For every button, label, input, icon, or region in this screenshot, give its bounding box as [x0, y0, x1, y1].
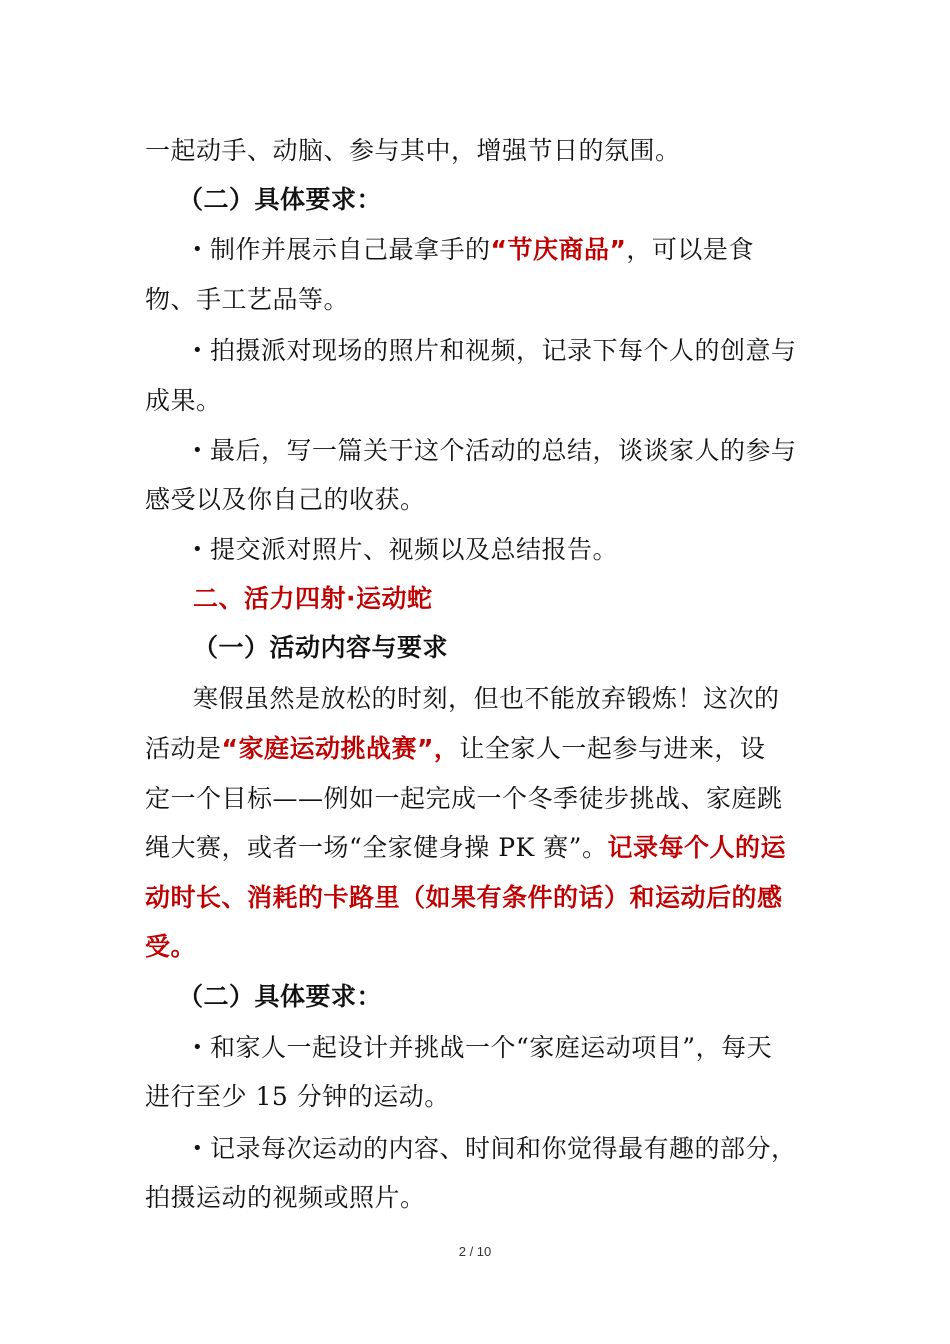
paragraph-line	[145, 782, 783, 816]
paragraph-line	[145, 384, 222, 418]
highlight-text: 记录每个人的运	[607, 833, 786, 862]
bullet-item	[192, 1132, 797, 1166]
bullet-item	[192, 533, 618, 567]
text: 一起动手、动脑、参与其中，增强节日的氛围。	[145, 136, 681, 165]
bullet-item	[192, 1031, 772, 1065]
paragraph-line	[145, 1181, 426, 1215]
text: 物、手工艺品等。	[145, 285, 350, 314]
paragraph-line	[145, 1080, 450, 1114]
subheading-text: （二）具体要求：	[178, 982, 383, 1011]
subheading-text: （二）具体要求：	[178, 185, 383, 214]
subheading-specific-requirements	[178, 980, 382, 1014]
text: 记录每次运动的内容、时间和你觉得最有趣的部分，	[210, 1134, 797, 1163]
text: 最后，写一篇关于这个活动的总结，谈谈家人的参与	[210, 436, 797, 465]
section-heading	[193, 582, 433, 616]
text: 成果。	[145, 386, 222, 415]
highlight-line	[145, 881, 783, 915]
bullet-icon: •	[192, 1138, 204, 1159]
bullet-item	[192, 233, 754, 267]
paragraph-line	[193, 682, 780, 716]
page-number: 2 / 10	[458, 1244, 492, 1259]
bullet-icon: •	[192, 1037, 204, 1058]
text: 感受以及你自己的收获。	[145, 485, 426, 514]
highlight-text: 动时长、消耗的卡路里（如果有条件的话）和运动后的感	[145, 883, 783, 912]
bullet-icon: •	[192, 440, 204, 461]
text: 拍摄运动的视频或照片。	[145, 1183, 426, 1212]
highlight-text: 受。	[145, 932, 197, 961]
highlight-text: “家庭运动挑战赛”，	[221, 734, 460, 763]
paragraph-line	[145, 483, 426, 517]
text: 提交派对照片、视频以及总结报告。	[210, 535, 619, 564]
text: 定一个目标——例如一起完成一个冬季徒步挑战、家庭跳	[145, 784, 783, 813]
text: 绳大赛，或者一场“全家健身操 PK 赛”。	[145, 833, 608, 862]
section-heading-text: 二、活力四射·运动蛇	[193, 584, 433, 613]
paragraph-line	[145, 134, 681, 168]
text: ，可以是食	[626, 235, 754, 264]
bullet-icon: •	[192, 340, 204, 361]
highlight-text: “节庆商品”	[490, 235, 627, 264]
text: 让全家人一起参与进来，设	[459, 734, 766, 763]
paragraph-line	[145, 283, 349, 317]
text: 寒假虽然是放松的时刻，但也不能放弃锻炼！这次的	[193, 684, 780, 713]
highlight-line	[145, 930, 196, 964]
text: 活动是	[145, 734, 222, 763]
bullet-item	[192, 434, 797, 468]
bullet-icon: •	[192, 539, 204, 560]
text: 进行至少 15 分钟的运动。	[145, 1082, 450, 1111]
bullet-icon: •	[192, 239, 204, 260]
paragraph-line	[145, 732, 765, 766]
subheading-specific-requirements	[178, 183, 382, 217]
bullet-item	[192, 334, 797, 368]
text: 制作并展示自己最拿手的	[210, 235, 491, 264]
text: 和家人一起设计并挑战一个“家庭运动项目”，每天	[210, 1033, 773, 1062]
subheading-activity-content	[193, 631, 448, 665]
paragraph-line	[145, 831, 786, 865]
text: 拍摄派对现场的照片和视频，记录下每个人的创意与	[210, 336, 797, 365]
subheading-text: （一）活动内容与要求	[193, 633, 449, 662]
